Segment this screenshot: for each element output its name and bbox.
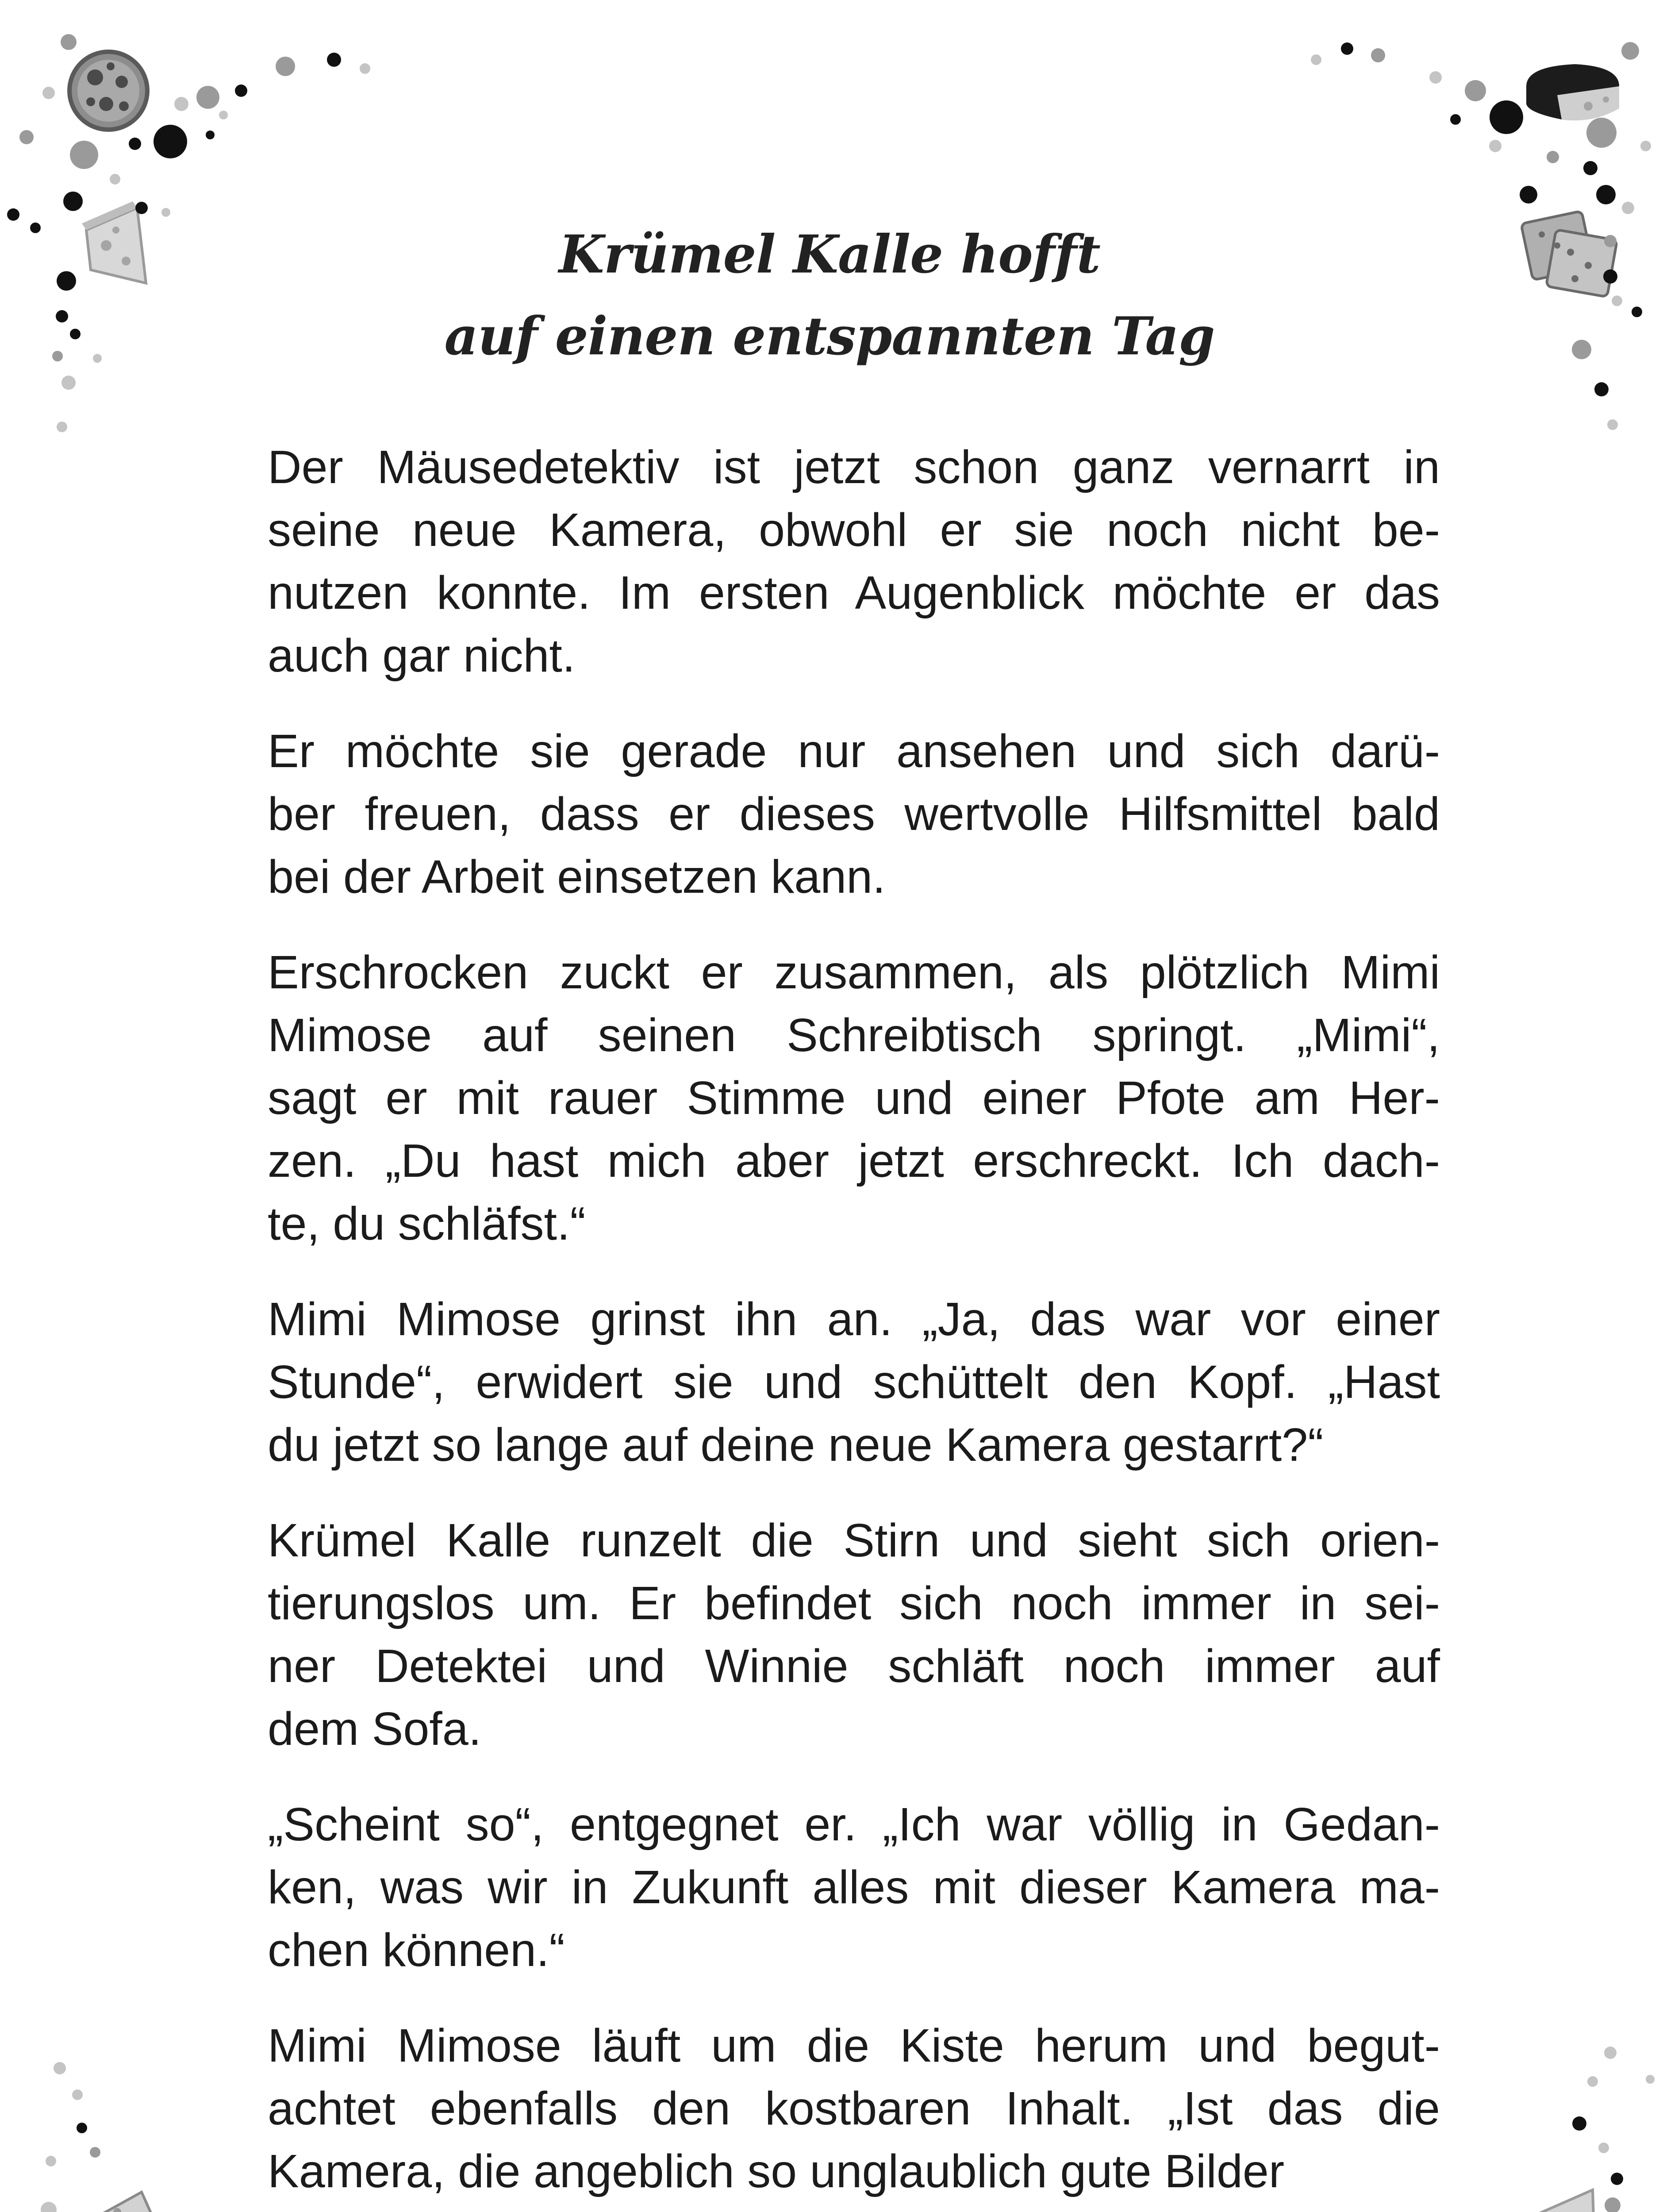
paragraph bbox=[268, 941, 1440, 1255]
text-line: ken, was wir in Zukunft alles mit dieser Kamera ma- bbox=[268, 1861, 1440, 1913]
text-line: sagt er mit rauer Stimme und einer Pfote am Her- bbox=[268, 1072, 1440, 1124]
paragraph bbox=[268, 2014, 1440, 2203]
text-line: chen können.“ bbox=[268, 1924, 565, 1976]
chapter-title-line-1: Krümel Kalle hofft bbox=[559, 223, 1100, 285]
text-line: seine neue Kamera, obwohl er sie noch nicht be- bbox=[268, 504, 1440, 556]
text-line: nutzen konnte. Im ersten Augenblick möchte er das bbox=[268, 567, 1440, 619]
text-line: Mimi Mimose läuft um die Kiste herum und begut- bbox=[268, 2020, 1440, 2072]
text-line: ner Detektei und Winnie schläft noch immer auf bbox=[268, 1640, 1440, 1692]
body-text bbox=[268, 436, 1440, 2212]
text-line: Mimose auf seinen Schreibtisch springt. „Mimi“, bbox=[268, 1009, 1440, 1061]
text-line: „Scheint so“, entgegnet er. „Ich war völlig in Gedan- bbox=[268, 1798, 1440, 1851]
text-line: Der Mäusedetektiv ist jetzt schon ganz vernarrt in bbox=[268, 441, 1440, 493]
cheese-wheel-icon bbox=[1526, 64, 1619, 120]
paragraph bbox=[268, 1288, 1440, 1476]
cheese-wedge-icon bbox=[82, 2192, 170, 2212]
text-line: zen. „Du hast mich aber jetzt erschreckt. Ich dach- bbox=[268, 1135, 1440, 1187]
text-line: ber freuen, dass er dieses wertvolle Hilfsmittel bald bbox=[268, 788, 1440, 840]
text-line: Stunde“, erwidert sie und schüttelt den Kopf. „Hast bbox=[268, 1356, 1440, 1408]
paragraph bbox=[268, 436, 1440, 687]
text-line: dem Sofa. bbox=[268, 1703, 482, 1755]
text-line: achtet ebenfalls den kostbaren Inhalt. „Ist das die bbox=[268, 2082, 1440, 2135]
paragraph bbox=[268, 720, 1440, 908]
text-line: auch gar nicht. bbox=[268, 630, 576, 682]
paragraph bbox=[268, 1793, 1440, 1982]
text-line: Er möchte sie gerade nur ansehen und sich darü- bbox=[268, 725, 1440, 777]
text-line: tierungslos um. Er befindet sich noch immer in sei- bbox=[268, 1577, 1440, 1629]
text-line: Krümel Kalle runzelt die Stirn und sieht sich orien- bbox=[268, 1514, 1440, 1567]
text-line: du jetzt so lange auf deine neue Kamera gestarrt?“ bbox=[268, 1419, 1324, 1471]
cheese-wedge-icon bbox=[1502, 2190, 1595, 2212]
cookie-icon bbox=[69, 52, 147, 130]
text-line: bei der Arbeit einsetzen kann. bbox=[268, 851, 886, 903]
text-line: Mimi Mimose grinst ihn an. „Ja, das war vor einer bbox=[268, 1293, 1440, 1345]
paragraph bbox=[268, 1509, 1440, 1760]
chapter-title-line-2: auf einen entspannten Tag bbox=[444, 305, 1215, 367]
text-line: Kamera, die angeblich so unglaublich gute Bilder bbox=[268, 2145, 1285, 2197]
text-line: te, du schläfst.“ bbox=[268, 1198, 586, 1250]
text-line: Erschrocken zuckt er zusammen, als plötzlich Mimi bbox=[268, 946, 1440, 998]
